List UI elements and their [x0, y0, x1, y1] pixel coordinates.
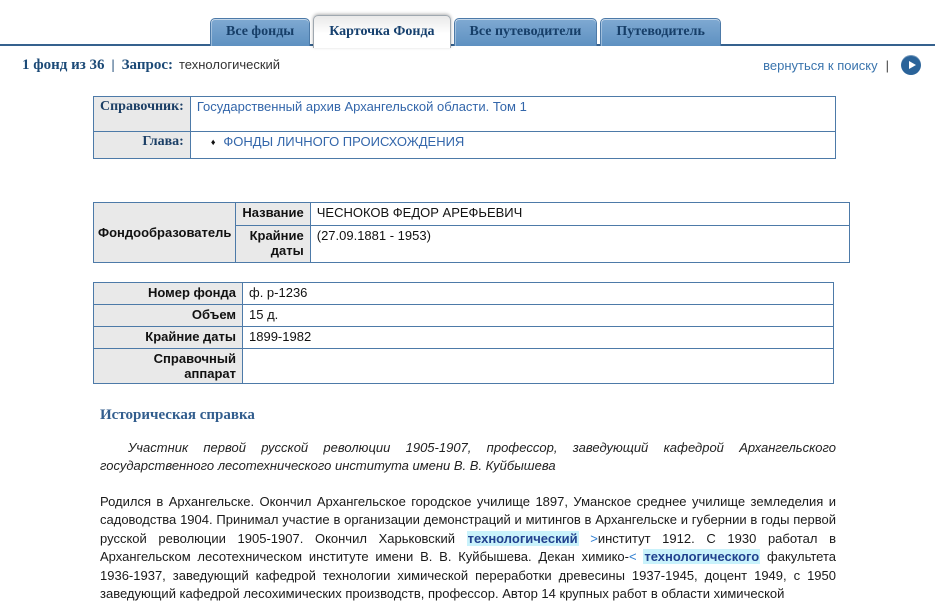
fond-row-value: 15 д.: [243, 305, 834, 327]
prev-hit-marker[interactable]: <: [628, 549, 637, 565]
results-count: 1 фонд из 36: [22, 56, 105, 73]
fond-row-label: Номер фонда: [94, 283, 243, 305]
reference-table: [93, 96, 836, 159]
table-row: [94, 97, 836, 132]
tab-all-guides[interactable]: Все путеводители: [454, 18, 598, 46]
diamond-bullet-icon: ♦: [210, 137, 216, 147]
history-body: Родился в Архангельске. Окончил Архангельское городское училище 1897, Уманское среднее училище земледелия и садоводства 1904. Принимал участие в организации демонстраций и митингов в Архангельске и губернии в годы первой русской революции 1905-1907. Окончил Харьковский технологический >институт 1912. С 1930 работал в Архангельском лесотехническом институте имени В. В. Куйбышева. Декан химико-< технологического факультета 1936-1937, заведующий кафедрой технологии химической переработки древесины 1937-1945, доцент 1949, с 1950 заведующий кафедрой лесохимических производств, профессор. Автор 14 крупных работ в области химической: [100, 493, 836, 602]
table-row: [94, 283, 834, 305]
fond-row-value: 1899-1982: [243, 327, 834, 349]
creator-group-label: Фондообразователь: [94, 203, 236, 263]
creator-row-label: Крайние даты: [236, 226, 310, 263]
fond-row-label: Объем: [94, 305, 243, 327]
search-hit: технологический: [467, 530, 578, 546]
table-row: [94, 305, 834, 327]
query-value: технологический: [178, 56, 281, 72]
history-section: [100, 407, 836, 604]
tab-all-fonds[interactable]: Все фонды: [210, 18, 310, 46]
next-hit-marker[interactable]: >: [590, 530, 598, 546]
results-summary: [22, 57, 280, 74]
tab-bar: [0, 0, 935, 46]
fond-row-value: [243, 349, 834, 384]
fond-row-value: ф. р-1236: [243, 283, 834, 305]
status-bar: [0, 46, 935, 84]
reference-row-label: Глава:: [94, 132, 191, 159]
separator: |: [111, 57, 115, 73]
table-row: [94, 349, 834, 384]
history-title: Историческая справка: [100, 407, 255, 423]
next-result-button[interactable]: [901, 55, 921, 75]
reference-link[interactable]: Государственный архив Архангельской области. Том 1: [196, 99, 527, 114]
table-row: [94, 327, 834, 349]
creator-row-label: Название: [236, 203, 310, 226]
separator: |: [885, 57, 889, 73]
reference-row-value: [190, 97, 835, 132]
creator-row-value: (27.09.1881 - 1953): [310, 226, 849, 263]
reference-row-value: [190, 132, 835, 159]
search-nav: [763, 55, 921, 75]
tab-fond-card[interactable]: Карточка Фонда: [313, 15, 450, 48]
creator-row-value: ЧЕСНОКОВ ФЕДОР АРЕФЬЕВИЧ: [310, 203, 849, 226]
reference-link[interactable]: ФОНДЫ ЛИЧНОГО ПРОИСХОЖДЕНИЯ: [223, 134, 465, 149]
fond-row-label: Крайние даты: [94, 327, 243, 349]
back-to-search-link[interactable]: вернуться к поиску: [763, 57, 878, 73]
creator-table: [93, 202, 850, 263]
table-row: [94, 132, 836, 159]
fond-row-label: Справочный аппарат: [94, 349, 243, 384]
reference-row-label: Справочник:: [94, 97, 191, 132]
table-row: [94, 203, 850, 226]
tab-guide[interactable]: Путеводитель: [600, 18, 721, 46]
arrow-right-icon: [909, 61, 916, 69]
fond-info-table: [93, 282, 834, 384]
search-hit: технологического: [644, 549, 760, 565]
history-lead: Участник первой русской революции 1905-1907, профессор, заведующий кафедрой Архангельского государственного лесотехнического института имени В. В. Куйбышева: [100, 440, 836, 474]
query-label: Запрос:: [121, 56, 173, 73]
